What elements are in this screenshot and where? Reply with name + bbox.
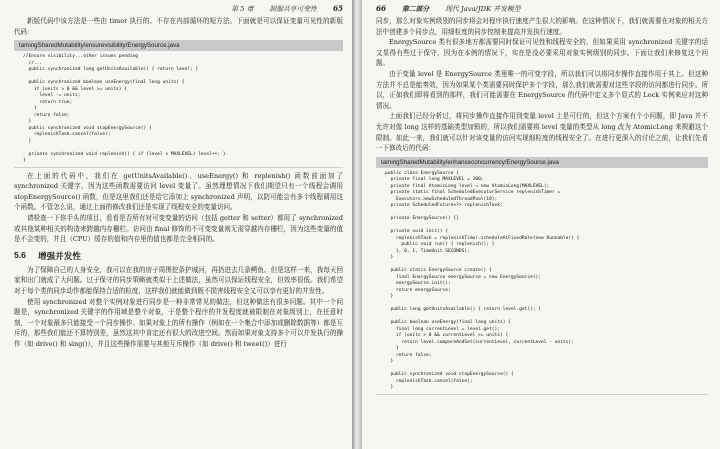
paragraph: 由于变量 level 是 EnergySource 类里唯一的可变字段，所以我们可以将同步操作直接作用于其上。但这种方法并不总是能奏效，因为如果某个类需要同时保护多个字段，那么我们就需要对这些字段的访问都进行同步。所以，正如我们即将看到的那样，我们可能需要在 EnergySource 的代码中定义多个显式的 Lock 实例来应对这种情况。	[376, 69, 708, 110]
paragraph: 为了保障自己的人身安全，我可以在我的房子周围挖条护城河，再扔进去几条鳄鱼。但是这样一来，我每天回家和出门就成了大问题。过于保守的同步策略就类似于上述做法，虽然可以保证线程安全，但效率很低。我们希望对于每个类的同步动作都能保持合适的粒度，这样我们就能做到既不损害线程安全又可以享有更好的并发性。	[14, 265, 343, 296]
section-title: 增强并发性	[37, 250, 81, 261]
code-caption: tamingSharedMutability/enhanceconcurrency/EnergySource.java	[376, 157, 708, 168]
right-page	[362, 0, 720, 449]
page-number: 66	[376, 3, 387, 13]
section-number: 5.6	[14, 249, 26, 260]
code-listing: //Ensure visibility...other issues pending //... public synchronized long getUnitsAvailable() { return level; } public synchronized boolean useEnergy(final long units) { if (units > 0 && level >= units) { level -= units; return true; } return false; } public synchronized void stopEnergySource() { replenishTask.cancel(false); } private synchronized void replenish() { if (level < MAXLEVEL) level++; } }	[14, 51, 343, 168]
paragraph: 新版代码中该方法是一些由 timer 执行的、不存在内部循环的短方法。下面就是可以保证变量可见性的新版代码：	[14, 17, 343, 36]
chapter-title: 制服共享可变性	[269, 5, 317, 13]
paragraph: 同步，那么对象实例级别的同步将会对程序执行速度产生很大的影响。在这种情况下，我们就需要在对象的相关方法中创建多个同步点，用细粒度的同步控制来提高并发执行速度。	[376, 17, 708, 36]
chapter-label: 第 5 章	[231, 5, 254, 13]
paragraph: 在上面的代码中，我们在 getUnitsAvailable()、useEnergy() 和 replenish() 函数前面加了 synchronized 关键字，因为这些函数需要访问 level 变量了。虽然理想情况下我们期望只有一个线程会调用 stopEnergySource() 函数，但是这里我们还是给它添加上 synchronized 声明，以防可能会有多个线程调用这个函数。不管怎么说，通过上面的修改我们还是实现了线程安全的变量访问。	[14, 171, 343, 212]
paragraph: EnergySource 类有很多地方都需要同时保证可见性和线程安全的，但如果采用 synchronized 关键字的话又显得有些过于保守，因为在本例的情况下，实在是没必要采用对象实例级别的同步。下面让我们来修复这个问题。	[376, 38, 708, 68]
page-number: 65	[332, 3, 343, 13]
left-page	[0, 0, 352, 449]
book-gutter	[352, 0, 362, 449]
paragraph: 上面我们已经分析过，将同步操作直接作用到变量 level 上是可行的，但这个方案有个小问题，即 Java 并不允许对像 long 这样的基础类型加锁的，所以我们需要将 level 变量的类型从 long 改为 AtomicLong 来规避这个限制。如此一来，我们就可以针对该变量的访问实现细粒度的线程安全了。在进行更深入的讨论之前，让我们先看一下修改后的代码：	[376, 112, 708, 153]
right-page-header	[376, 0, 708, 16]
part-title: 现代 Java/JDK 并发模型	[445, 5, 521, 13]
paragraph: 使用 synchronized 对整个实例对象进行同步是一种非常常见的做法，但这种做法有很多问题。其中一个问题是，synchronized 关键字的作用域是整个对象，于是整个程序的并发程度就被限制在对象级别上，在任意时刻，一个对象最多只能接受一个同步操作。如果对象上的所有操作（例如在一个集合中添加或删除数据等）都是互斥的，那些我们能还不算特别差，虽然这其中肯定还有很大的改进空间。然而如果对象支持多个可以并发执行的操作（如 drive() 和 sing()），并且这些操作需要与其他互斥操作（如 drive() 和 tweet()）进行	[14, 297, 343, 348]
code-listing: public class EnergySource { private final long MAXLEVEL = 100; private final AtomicLong level = new AtomicLong(MAXLEVEL); private static final ScheduledExecutorService replenishTimer = Executors.newScheduledThreadPool(10); private ScheduledFuture<?> replenishTask; private EnergySource() {} private void init() { replenishTask = replenishTimer.scheduleAtFixedRate(new Runnable() { public void run() { replenish(); } }, 0, 1, TimeUnit.SECONDS); } public static EnergySource create() { final EnergySource energySource = new EnergySource(); energySource.init(); return energySource; } public long getUnitsAvailable() { return level.get(); } public boolean useEnergy(final long units) { final long currentLevel = level.get(); if (units > 0 && currentLevel >= units) { return level.compareAndSet(currentLevel, currentLevel - units); } return false; } public synchronized void stopEnergySource() { replenishTask.cancel(false); }	[376, 168, 708, 395]
section-heading	[14, 250, 343, 262]
left-page-header	[14, 0, 343, 16]
paragraph: 请检查一下你手头的项目，看看是否所有对可变变量的访问（包括 getter 和 setter）都用了 synchronized 或其他某种相关的构造来跨越内存栅栏。访问由 final 修饰的不可变变量则无需穿越内存栅栏，因为这些变量的值是不会变的，并且（CPU）缓存的值和内存里的值也都是完全相同的。	[14, 214, 343, 244]
part-label: 第二部分	[402, 5, 430, 13]
code-caption: tamingSharedMutability/ensurevisibility/EnergySource.java	[14, 40, 343, 51]
